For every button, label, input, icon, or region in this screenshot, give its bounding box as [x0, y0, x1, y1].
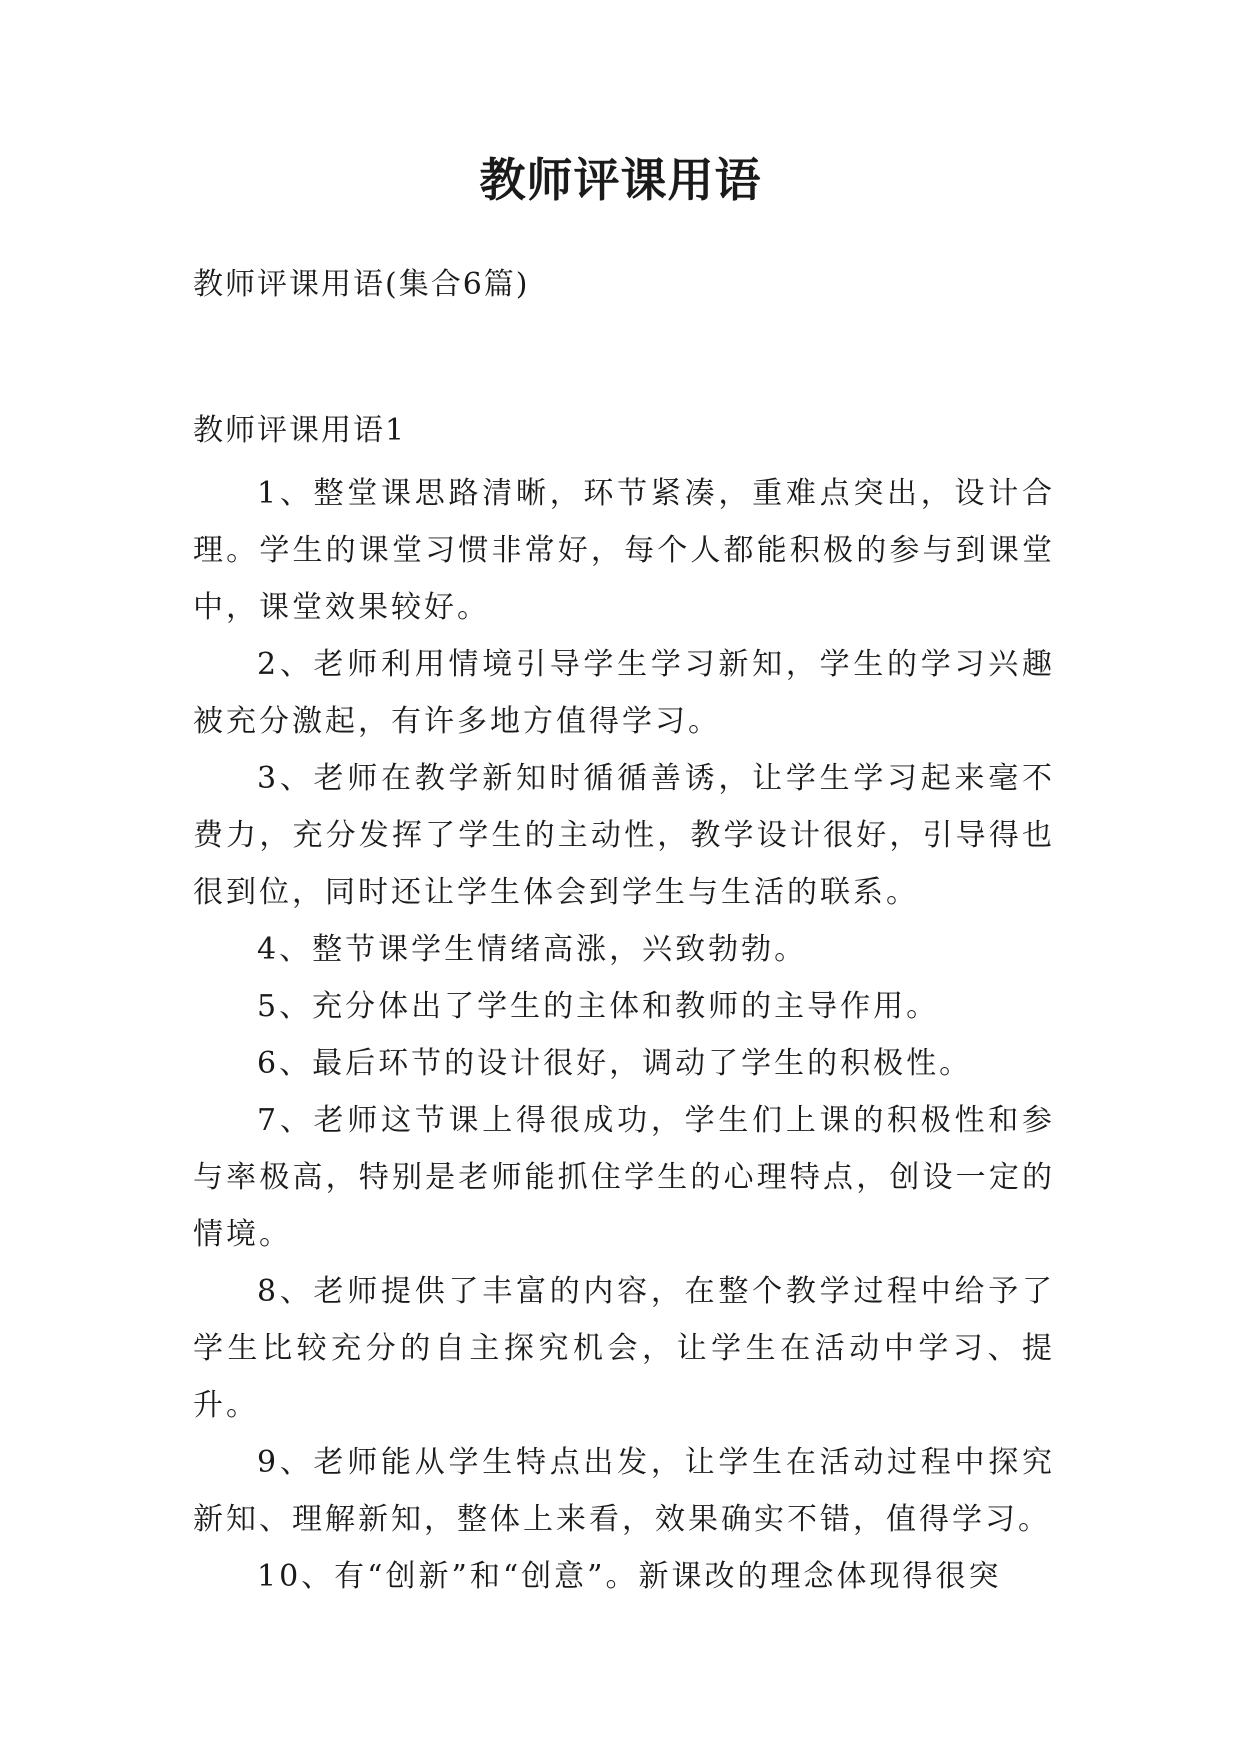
paragraph: 7、老师这节课上得很成功，学生们上课的积极性和参与率极高，特别是老师能抓住学生的心理特点，创设一定的情境。: [193, 1103, 1055, 1252]
paragraph: 3、老师在教学新知时循循善诱，让学生学习起来毫不费力，充分发挥了学生的主动性，教学设计很好，引导得也很到位，同时还让学生体会到学生与生活的联系。: [193, 761, 1055, 910]
paragraph: 10、有“创新”和“创意”。新课改的理念体现得很突: [257, 1559, 1002, 1594]
paragraph: 1、整堂课思路清晰，环节紧凑，重难点突出，设计合理。学生的课堂习惯非常好，每个人都能积极的参与到课堂中，课堂效果较好。: [193, 476, 1055, 625]
paragraph: 2、老师利用情境引导学生学习新知，学生的学习兴趣被充分激起，有许多地方值得学习。: [193, 647, 1055, 739]
document-body: [193, 465, 1055, 1605]
paragraph: 9、老师能从学生特点出发，让学生在活动过程中探究新知、理解新知，整体上来看，效果确实不错，值得学习。: [193, 1445, 1055, 1537]
document-title: 教师评课用语: [479, 153, 762, 207]
paragraph: 5、充分体出了学生的主体和教师的主导作用。: [257, 989, 940, 1024]
paragraph: 6、最后环节的设计很好，调动了学生的积极性。: [257, 1046, 973, 1081]
paragraph: 8、老师提供了丰富的内容，在整个教学过程中给予了学生比较充分的自主探究机会，让学生在活动中学习、提升。: [193, 1274, 1055, 1423]
section-heading: 教师评课用语1: [193, 413, 407, 448]
paragraph: 4、整节课学生情绪高涨，兴致勃勃。: [257, 932, 808, 967]
document-subtitle: 教师评课用语(集合6篇): [193, 267, 530, 302]
